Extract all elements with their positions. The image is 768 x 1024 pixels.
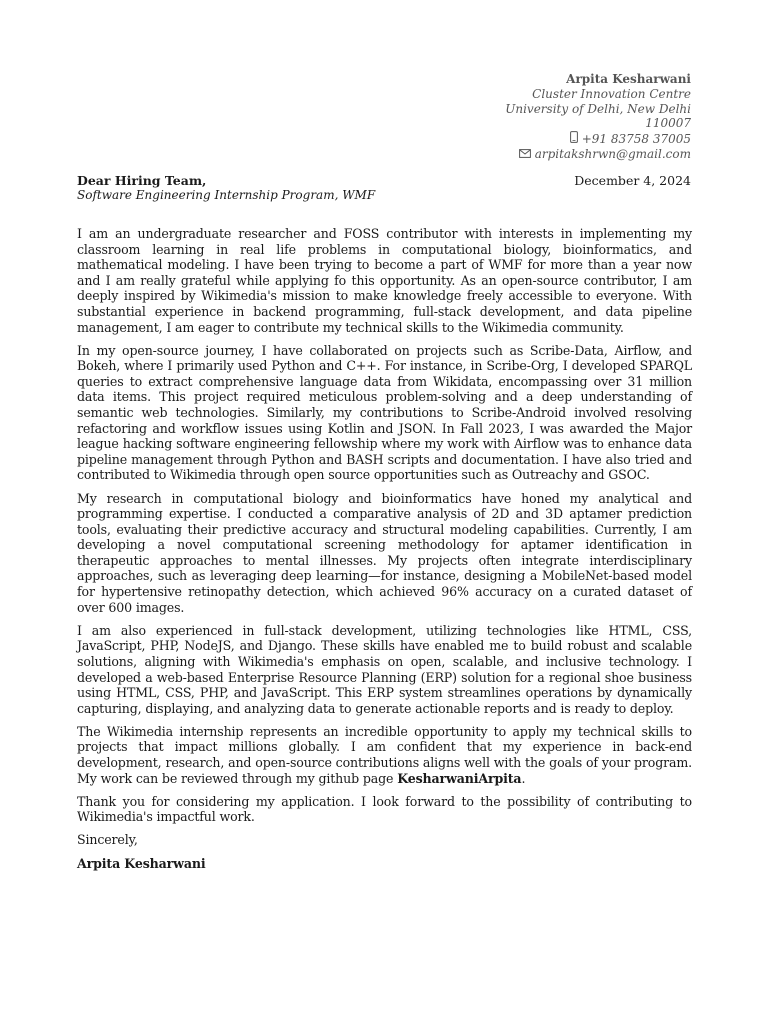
sender-pincode: 110007 (645, 116, 691, 131)
sender-university: University of Delhi, New Delhi (505, 101, 691, 116)
sender-email-row (505, 147, 691, 162)
sender-name: Arpita Kesharwani (566, 72, 691, 86)
sender-block (505, 72, 691, 162)
program-name: Software Engineering Internship Program, WMF (77, 188, 376, 202)
paragraph-full-stack: I am also experienced in full-stack development, utilizing technologies like HTML, CSS, JavaScript, PHP, NodeJS, and Django. These skills have enabled me to build robust and scalable solutions, aligning with Wikimedia's emphasis on open, scalable, and inclusive technology. I developed a web-based Enterprise Resource Planning (ERP) solution for a regional shoe business using HTML, CSS, PHP, and JavaScript. This ERP system streamlines operations by dynamically capturing, displaying, and analyzing data to generate actionable reports and is ready to deploy. (77, 622, 692, 716)
sender-email[interactable]: arpitakshrwn@gmail.com (534, 146, 691, 161)
sender-institution: Cluster Innovation Centre (532, 86, 691, 101)
paragraph-internship (77, 724, 692, 786)
sender-phone: +91 83758 37005 (581, 131, 691, 146)
sender-phone-row (505, 131, 691, 147)
signature-name: Arpita Kesharwani (77, 855, 206, 871)
paragraph-intro: I am an undergraduate researcher and FOSS contributor with interests in implementing my classroom learning in real life problems in computational biology, bioinformatics, and mathematical modeling. I have been trying to become a part of WMF for more than a year now and I am really grateful while applying fo this opportunity. As an open-source contributor, I am deeply inspired by Wikimedia's mission to make knowledge freely accessible to everyone. With substantial experience in backend programming, full-stack development, and data pipeline management, I am eager to contribute my technical skills to the Wikimedia community. (77, 226, 692, 335)
envelope-icon (519, 147, 531, 162)
mobile-phone-icon (570, 131, 578, 147)
salutation-block (77, 173, 691, 203)
letter-body (77, 226, 692, 879)
valediction: Sincerely, (77, 832, 138, 848)
letter-date: December 4, 2024 (574, 173, 691, 188)
internship-end: . (521, 770, 526, 786)
paragraph-research: My research in computational biology and bioinformatics have honed my analytical and programming expertise. I conducted a comparative analysis of 2D and 3D aptamer prediction tools, evaluating their predictive accuracy and structural modeling capabilities. Currently, I am developing a novel computational screening methodology for aptamer identification in therapeutic approaches to mental illnesses. My projects often integrate interdisciplinary approaches, such as leveraging deep learning—for instance, designing a MobileNet-based model for hypertensive retinopathy detection, which achieved 96% accuracy on a curated dataset of over 600 images. (77, 490, 692, 615)
paragraph-thanks: Thank you for considering my application. I look forward to the possibility of contributing to Wikimedia's impactful work. (77, 793, 692, 825)
paragraph-open-source: In my open-source journey, I have collaborated on projects such as Scribe-Data, Airflow, and Bokeh, where I primarily used Python and C++. For instance, in Scribe-Org, I developed SPARQL queries to extract comprehensive language data from Wikidata, encompassing over 31 million data items. This project required meticulous problem-solving and a deep understanding of semantic web technologies. Similarly, my contributions to Scribe-Android involved resolving refactoring and workflow issues using Kotlin and JSON. In Fall 2023, I was awarded the Major league hacking software engineering fellowship where my work with Airflow was to enhance data pipeline management through Python and BASH scripts and documentation. I have also tried and contributed to Wikimedia through open source opportunities such as Outreachy and GSOC. (77, 342, 692, 483)
github-link[interactable]: KesharwaniArpita (397, 770, 522, 786)
internship-text: The Wikimedia internship represents an incredible opportunity to apply my technical skills to projects that impact millions globally. I am confident that my experience in back-end development, research, and open-source contributions aligns well with the goals of your program. My work can be reviewed through my github page (77, 723, 692, 786)
greeting: Dear Hiring Team, (77, 173, 207, 188)
